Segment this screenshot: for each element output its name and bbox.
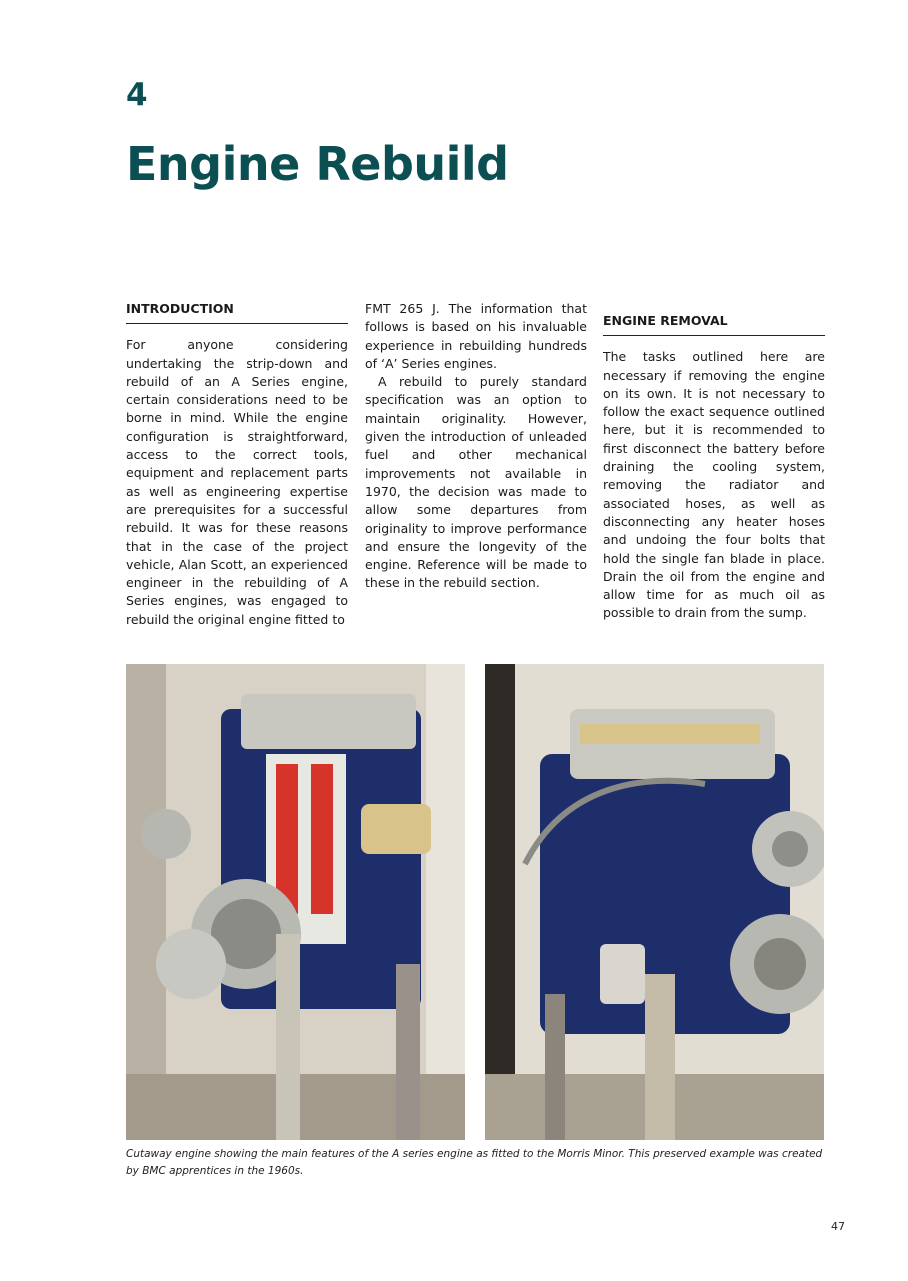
section-heading-introduction: INTRODUCTION bbox=[126, 300, 348, 324]
text-column-1 bbox=[126, 300, 348, 629]
section-heading-engine-removal: ENGINE REMOVAL bbox=[603, 312, 825, 336]
text-column-2 bbox=[365, 300, 587, 593]
engine-photo-right bbox=[485, 664, 824, 1140]
cutaway-engine-photo-left bbox=[126, 664, 465, 1140]
intro-paragraph-1-cont: FMT 265 J. The information that follows is based on his invaluable experience in rebuilding hundreds of ‘A’ Series engines. bbox=[365, 301, 587, 371]
text-column-3 bbox=[603, 300, 825, 623]
figure-caption: Cutaway engine showing the main features of the A series engine as fitted to the Morris Minor. This preserved example was created by BMC apprentices in the 1960s. bbox=[126, 1148, 823, 1177]
chapter-title: Engine Rebuild bbox=[126, 137, 509, 191]
intro-paragraph-1: For anyone considering undertaking the strip-down and rebuild of an A Series engine, certain considerations need to be borne in mind. While the engine configuration is straightforward, access to the correct tools, equipment and replacement parts as well as engineering expertise are prerequisites for a successful rebuild. It was for these reasons that in the case of the project vehicle, Alan Scott, an experienced engineer in the rebuilding of A Series engines, was engaged to rebuild the original engine fitted to bbox=[126, 337, 348, 627]
chapter-number: 4 bbox=[126, 77, 148, 113]
intro-paragraph-2: A rebuild to purely standard specification was an option to maintain originality. However, given the introduction of unleaded fuel and other mechanical improvements not available in 1970, the decision was made to allow some departures from originality to improve performance and ensure the longevity of the engine. Reference will be made to these in the rebuild section. bbox=[365, 374, 587, 591]
page-number: 47 bbox=[831, 1220, 845, 1233]
engine-removal-paragraph: The tasks outlined here are necessary if removing the engine on its own. It is not necessary to follow the exact sequence outlined here, but it is recommended to first disconnect the battery before draining the cooling system, removing the radiator and associated hoses, as well as disconnecting any heater hoses and undoing the four bolts that hold the single fan blade in place. Drain the oil from the engine and allow time for as much oil as possible to drain from the sump. bbox=[603, 349, 825, 621]
